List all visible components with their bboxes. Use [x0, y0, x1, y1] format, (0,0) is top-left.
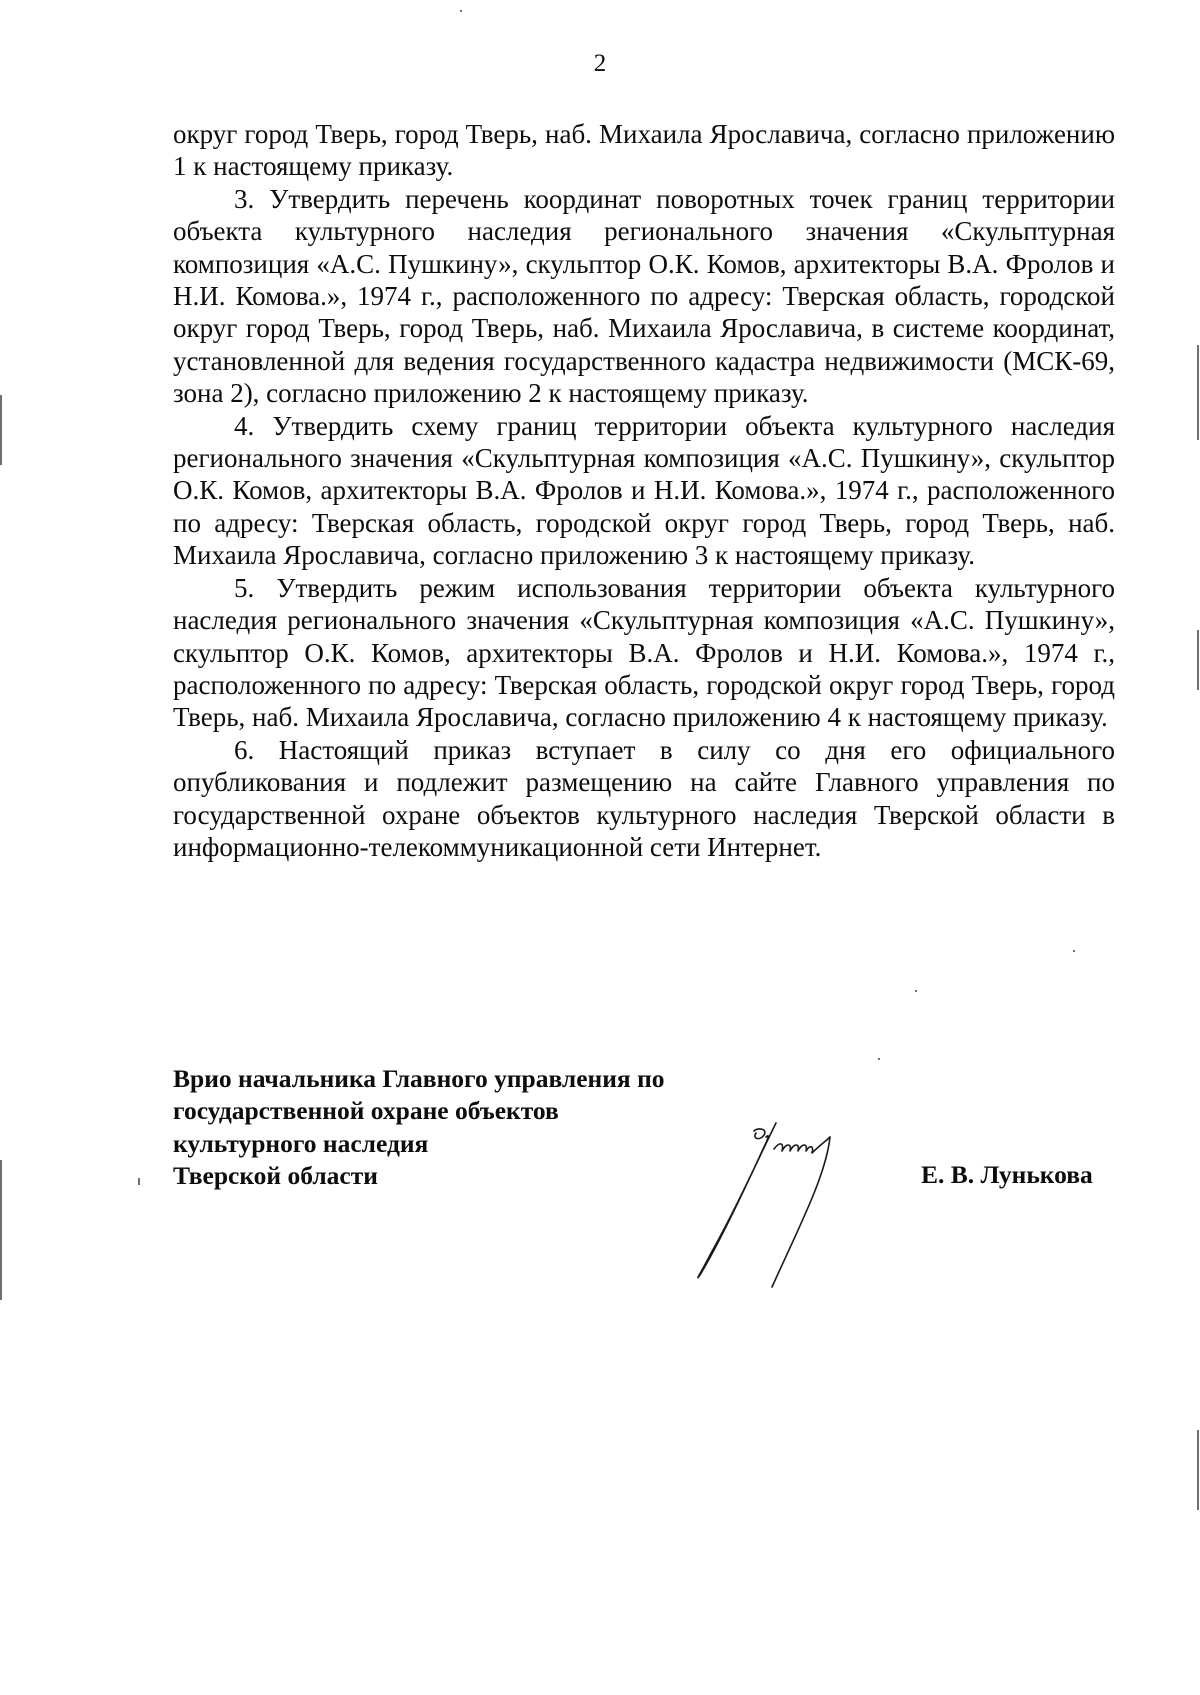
scan-edge-mark [1197, 345, 1199, 440]
scan-edge-mark [0, 1160, 2, 1300]
signatory-title [173, 1063, 733, 1193]
signatory-title-line: Тверской области [173, 1161, 378, 1191]
document-body [173, 118, 1115, 863]
scan-speck [460, 10, 462, 12]
scan-speck [915, 990, 917, 992]
scan-speck [878, 1058, 880, 1060]
signatory-title-line: Врио начальника Главного управления по [173, 1064, 665, 1093]
scan-edge-mark [1197, 1430, 1199, 1510]
scan-speck [138, 1178, 140, 1185]
handwritten-signature [680, 1115, 880, 1290]
signatory-title-line: культурного наследия [173, 1128, 429, 1158]
scan-edge-mark [1197, 630, 1199, 690]
paragraph-item-6: 6. Настоящий приказ вступает в силу со дня его официального опубликования и подлежит размещению на сайте Главного управления по государственной охране объектов культурного наследия Тверской области в информационно-телекоммуникационной сети Интернет. [173, 734, 1115, 862]
signatory-name: Е. В. Лунькова [921, 1160, 1093, 1189]
scan-edge-mark [0, 395, 2, 465]
paragraph-item-4: 4. Утвердить схему границ территории объекта культурного наследия регионального значения «Скульптурная композиция «А.С. Пушкину», скульптор О.К. Комов, архитекторы В.А. Фролов и Н.И. Комова.», 1974 г., расположенного по адресу: Тверская область, городской округ город Тверь, город Тверь, наб. Михаила Ярославича, согласно приложению 3 к настоящему приказу. [173, 410, 1115, 571]
paragraph-continuation: округ город Тверь, город Тверь, наб. Михаила Ярославича, согласно приложению 1 к настоящему приказу. [173, 119, 1115, 182]
paragraph-item-3: 3. Утвердить перечень координат поворотных точек границ территории объекта культурного наследия регионального значения «Скульптурная композиция «А.С. Пушкину», скульптор О.К. Комов, архитекторы В.А. Фролов и Н.И. Комова.», 1974 г., расположенного по адресу: Тверская область, городской округ город Тверь, город Тверь, наб. Михаила Ярославича, в системе координат, установленной для ведения государственного кадастра недвижимости (МСК-69, зона 2), согласно приложению 2 к настоящему приказу. [173, 183, 1115, 409]
page-number: 2 [593, 50, 607, 77]
paragraph-item-5: 5. Утвердить режим использования территории объекта культурного наследия регионального значения «Скульптурная композиция «А.С. Пушкину», скульптор О.К. Комов, архитекторы В.А. Фролов и Н.И. Комова.», 1974 г., расположенного по адресу: Тверская область, городской округ город Тверь, город Тверь, наб. Михаила Ярославича, согласно приложению 4 к настоящему приказу. [173, 572, 1115, 733]
signatory-title-line: государственной охране объектов [173, 1096, 559, 1126]
scan-speck [1073, 950, 1075, 952]
